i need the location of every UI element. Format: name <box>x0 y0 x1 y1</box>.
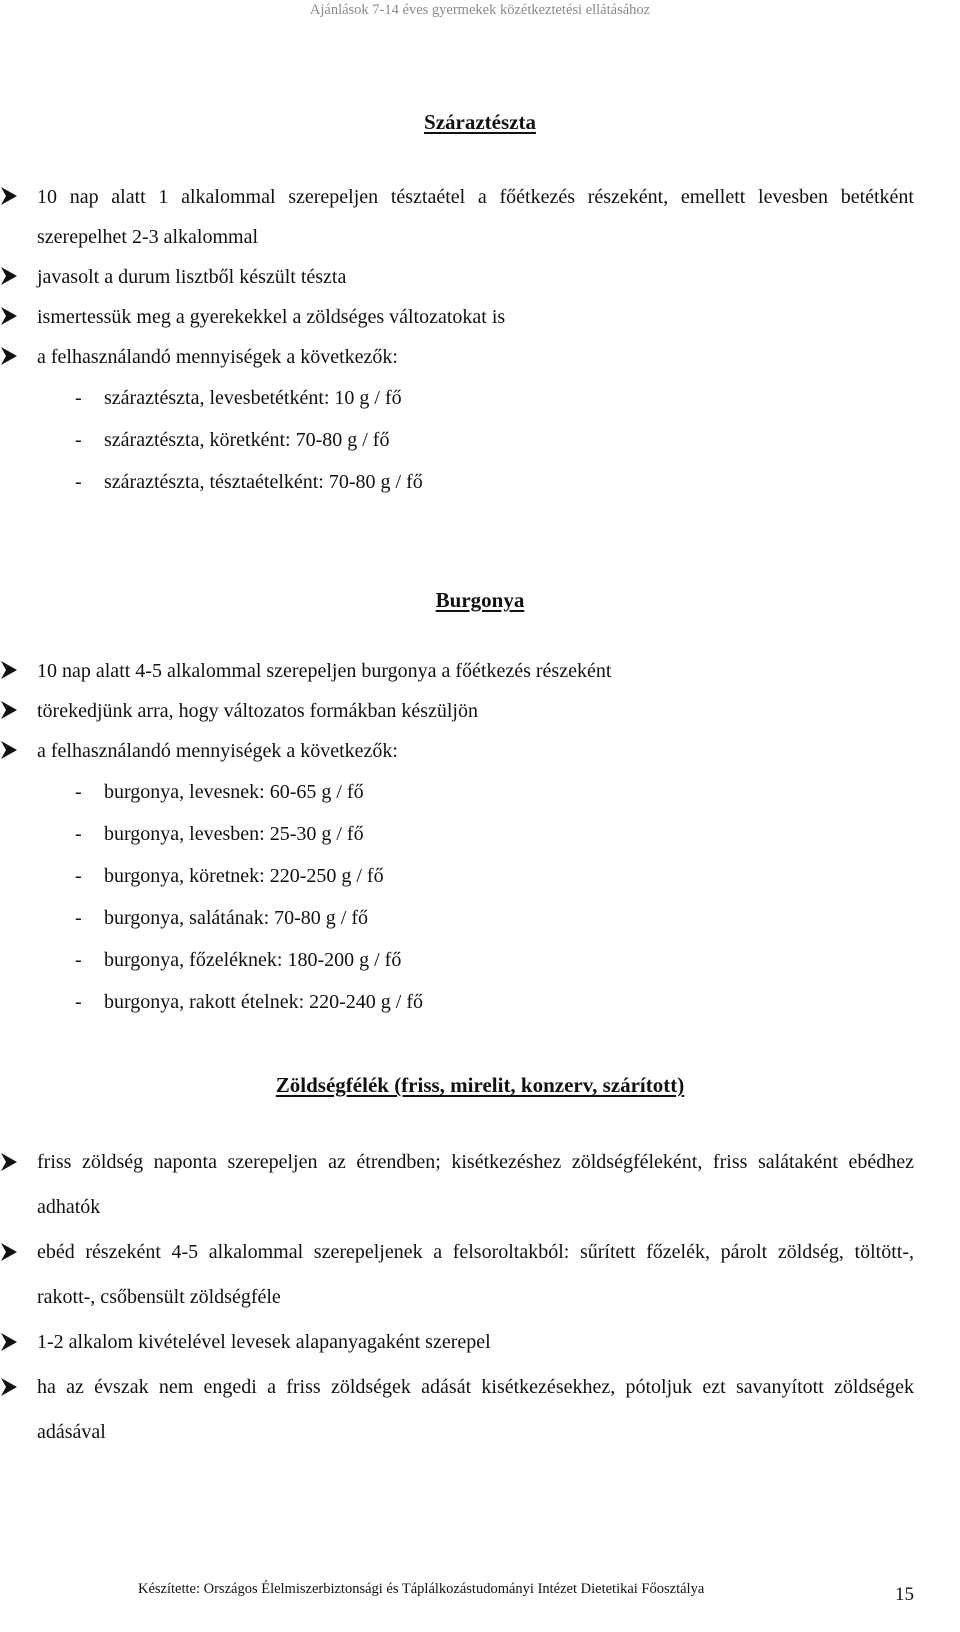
bullet-item: 10 nap alatt 4-5 alkalommal szerepeljen burgonya a főétkezés részeként <box>0 651 914 691</box>
dash-marker: - <box>75 823 82 845</box>
arrow-bullet-icon <box>0 346 18 366</box>
dash-item: - burgonya, köretnek: 220-250 g / fő <box>0 855 960 897</box>
dash-item: - burgonya, levesben: 25-30 g / fő <box>0 813 960 855</box>
page-footer: Készítette: Országos Élelmiszerbiztonsági és Táplálkozástudományi Intézet Dietetikai Főosztálya <box>138 1581 705 1597</box>
bullet-item: 1-2 alkalom kivételével levesek alapanyagaként szerepel <box>0 1320 914 1365</box>
bullet-item: a felhasználandó mennyiségek a következők: <box>0 731 914 771</box>
page-number: 15 <box>895 1584 914 1605</box>
dash-marker: - <box>75 429 82 451</box>
bullet-item: ebéd részeként 4-5 alkalommal szerepeljenek a felsoroltakból: sűrített főzelék, párolt zöldség, töltött-, rakott-, csőbensült zöldségféle <box>0 1230 914 1320</box>
arrow-bullet-icon <box>0 1377 18 1397</box>
dash-item: - száraztészta, tésztaételként: 70-80 g / fő <box>0 461 960 503</box>
dash-marker: - <box>75 907 82 929</box>
arrow-bullet-icon <box>0 740 18 760</box>
arrow-bullet-icon <box>0 266 18 286</box>
bullet-item: a felhasználandó mennyiségek a következők: <box>0 337 914 377</box>
arrow-bullet-icon <box>0 700 18 720</box>
dash-marker: - <box>75 865 82 887</box>
arrow-bullet-icon <box>0 1332 18 1352</box>
running-header: Ajánlások 7-14 éves gyermekek közétkeztetési ellátásához <box>309 2 651 18</box>
section-title-zoldsegfelek: Zöldségfélék (friss, mirelit, konzerv, szárított) <box>275 1073 685 1097</box>
dash-marker: - <box>75 387 82 409</box>
arrow-bullet-icon <box>0 306 18 326</box>
section-title-burgonya: Burgonya <box>435 588 525 612</box>
arrow-bullet-icon <box>0 186 18 206</box>
dash-item: - száraztészta, köretként: 70-80 g / fő <box>0 419 960 461</box>
dash-item: - burgonya, rakott ételnek: 220-240 g / fő <box>0 981 960 1023</box>
section-title-szaraztészta: Száraztészta <box>424 110 536 134</box>
bullet-item: ismertessük meg a gyerekekkel a zöldséges változatokat is <box>0 297 914 337</box>
dash-marker: - <box>75 949 82 971</box>
dash-item: - száraztészta, levesbetétként: 10 g / fő <box>0 377 960 419</box>
dash-marker: - <box>75 471 82 493</box>
dash-marker: - <box>75 781 82 803</box>
arrow-bullet-icon <box>0 1242 18 1262</box>
bullet-item: ha az évszak nem engedi a friss zöldségek adását kisétkezésekhez, pótoljuk ezt savanyított zöldségek adásával <box>0 1365 914 1455</box>
bullet-item: friss zöldség naponta szerepeljen az étrendben; kisétkezéshez zöldségféleként, friss salátaként ebédhez adhatók <box>0 1140 914 1230</box>
arrow-bullet-icon <box>0 1152 18 1172</box>
document-body <box>0 110 960 1455</box>
bullet-item: 10 nap alatt 1 alkalommal szerepeljen tésztaétel a főétkezés részeként, emellett levesben betétként szerepelhet 2-3 alkalommal <box>0 177 914 257</box>
dash-item: - burgonya, salátának: 70-80 g / fő <box>0 897 960 939</box>
dash-item: - burgonya, levesnek: 60-65 g / fő <box>0 771 960 813</box>
arrow-bullet-icon <box>0 660 18 680</box>
dash-marker: - <box>75 991 82 1013</box>
dash-item: - burgonya, főzeléknek: 180-200 g / fő <box>0 939 960 981</box>
bullet-item: törekedjünk arra, hogy változatos formákban készüljön <box>0 691 914 731</box>
bullet-item: javasolt a durum lisztből készült tészta <box>0 257 914 297</box>
